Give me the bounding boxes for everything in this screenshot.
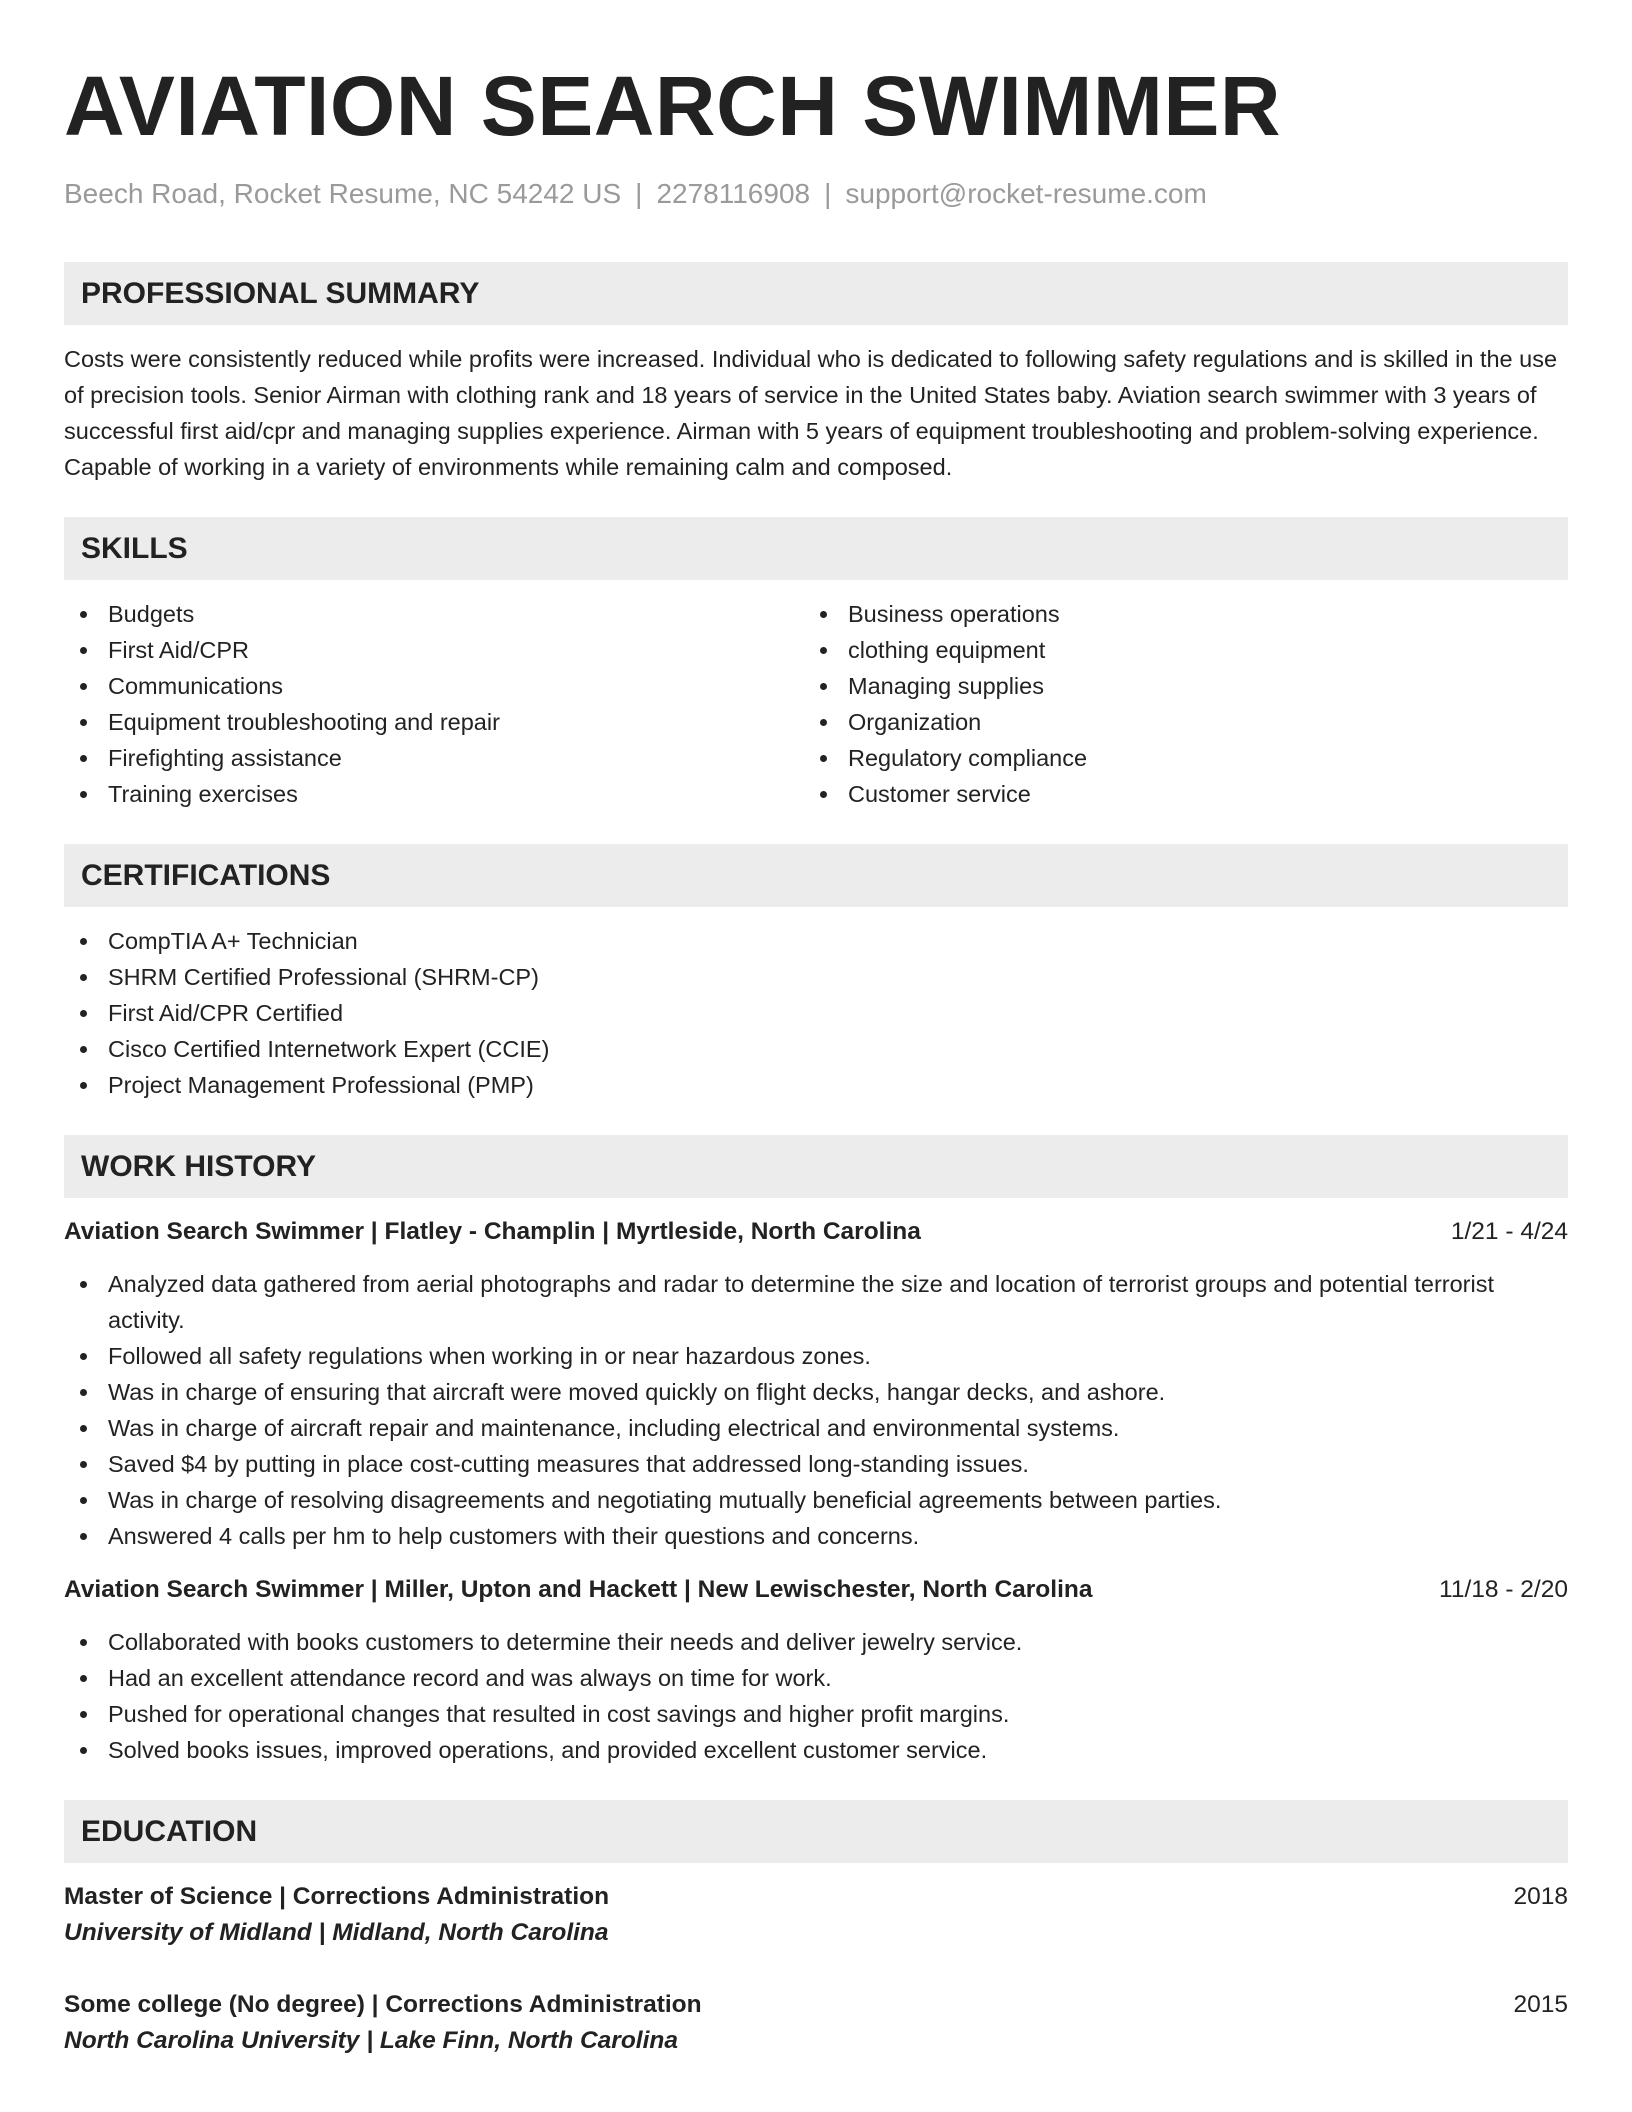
job-entry xyxy=(64,1572,1568,1768)
skill-item: Communications xyxy=(64,668,804,704)
certification-item: Cisco Certified Internetwork Expert (CCIE) xyxy=(64,1031,1568,1067)
summary-text: Costs were consistently reduced while profits were increased. Individual who is dedicated to following safety regulations and is skilled in the use of precision tools. Senior Airman with clothing rank and 18 years of service in the United States baby. Aviation search swimmer with 3 years of successful first aid/cpr and managing supplies experience. Airman with 5 years of equipment troubleshooting and problem-solving experience. Capable of working in a variety of environments while remaining calm and composed. xyxy=(64,346,1558,480)
job-bullets xyxy=(64,1266,1568,1554)
job-bullet: Had an excellent attendance record and was always on time for work. xyxy=(64,1660,1568,1696)
education-degree: Master of Science | Corrections Administration xyxy=(64,1883,610,1910)
job-bullet: Saved $4 by putting in place cost-cutting measures that addressed long-standing issues. xyxy=(64,1446,1568,1482)
education-year: 2018 xyxy=(1513,1883,1568,1910)
skill-item: First Aid/CPR xyxy=(64,632,804,668)
education-entry xyxy=(64,1987,1568,2059)
skills-list xyxy=(64,596,1568,812)
skill-item: Firefighting assistance xyxy=(64,740,804,776)
skill-item: Business operations xyxy=(804,596,1544,632)
skills-heading: SKILLS xyxy=(64,517,1568,580)
job-bullet: Analyzed data gathered from aerial photographs and radar to determine the size and location of terrorist groups and potential terrorist activity. xyxy=(64,1266,1568,1338)
summary-heading: PROFESSIONAL SUMMARY xyxy=(64,262,1568,325)
job-header xyxy=(64,1214,1568,1250)
skill-item: Managing supplies xyxy=(804,668,1544,704)
job-entry xyxy=(64,1214,1568,1554)
skill-item: Customer service xyxy=(804,776,1544,812)
certifications-list xyxy=(64,923,1568,1103)
certification-item: Project Management Professional (PMP) xyxy=(64,1067,1568,1103)
job-bullets xyxy=(64,1624,1568,1768)
skills-column-right xyxy=(804,596,1544,812)
contact-separator: | xyxy=(824,178,832,209)
education-year: 2015 xyxy=(1513,1991,1568,2018)
education-header xyxy=(64,1879,1568,1915)
job-bullet: Pushed for operational changes that resulted in cost savings and higher profit margins. xyxy=(64,1696,1568,1732)
skill-item: Regulatory compliance xyxy=(804,740,1544,776)
job-bullet: Was in charge of ensuring that aircraft were moved quickly on flight decks, hangar decks, and ashore. xyxy=(64,1374,1568,1410)
education-degree: Some college (No degree) | Corrections Administration xyxy=(64,1991,702,2018)
skill-item: Organization xyxy=(804,704,1544,740)
job-title: Aviation Search Swimmer | Flatley - Champlin | Myrtleside, North Carolina xyxy=(64,1218,921,1245)
certification-item: First Aid/CPR Certified xyxy=(64,995,1568,1031)
job-bullet: Was in charge of aircraft repair and maintenance, including electrical and environmental systems. xyxy=(64,1410,1568,1446)
certifications-heading: CERTIFICATIONS xyxy=(64,844,1568,907)
skill-item: Equipment troubleshooting and repair xyxy=(64,704,804,740)
skill-item: Budgets xyxy=(64,596,804,632)
job-title: Aviation Search Swimmer | Miller, Upton and Hackett | New Lewischester, North Carolina xyxy=(64,1576,1093,1603)
contact-separator: | xyxy=(635,178,643,209)
contact-email: support@rocket-resume.com xyxy=(845,178,1207,209)
job-bullet: Collaborated with books customers to determine their needs and deliver jewelry service. xyxy=(64,1624,1568,1660)
work-history-heading: WORK HISTORY xyxy=(64,1135,1568,1198)
education-header xyxy=(64,1987,1568,2023)
skill-item: Training exercises xyxy=(64,776,804,812)
contact-address: Beech Road, Rocket Resume, NC 54242 US xyxy=(64,178,622,209)
certification-item: SHRM Certified Professional (SHRM-CP) xyxy=(64,959,1568,995)
contact-line xyxy=(64,176,1568,212)
skills-column-left xyxy=(64,596,804,812)
job-dates: 11/18 - 2/20 xyxy=(1439,1576,1568,1603)
education-school: North Carolina University | Lake Finn, North Carolina xyxy=(64,2027,679,2054)
job-dates: 1/21 - 4/24 xyxy=(1450,1218,1568,1245)
job-header xyxy=(64,1572,1568,1608)
contact-phone: 2278116908 xyxy=(656,178,811,209)
skill-item: clothing equipment xyxy=(804,632,1544,668)
education-school: University of Midland | Midland, North Carolina xyxy=(64,1919,609,1946)
job-bullet: Followed all safety regulations when working in or near hazardous zones. xyxy=(64,1338,1568,1374)
job-bullet: Was in charge of resolving disagreements and negotiating mutually beneficial agreements between parties. xyxy=(64,1482,1568,1518)
job-bullet: Answered 4 calls per hm to help customers with their questions and concerns. xyxy=(64,1518,1568,1554)
certification-item: CompTIA A+ Technician xyxy=(64,923,1568,959)
education-entry xyxy=(64,1879,1568,1951)
candidate-name: AVIATION SEARCH SWIMMER xyxy=(64,59,1282,153)
job-bullet: Solved books issues, improved operations, and provided excellent customer service. xyxy=(64,1732,1568,1768)
education-heading: EDUCATION xyxy=(64,1800,1568,1863)
